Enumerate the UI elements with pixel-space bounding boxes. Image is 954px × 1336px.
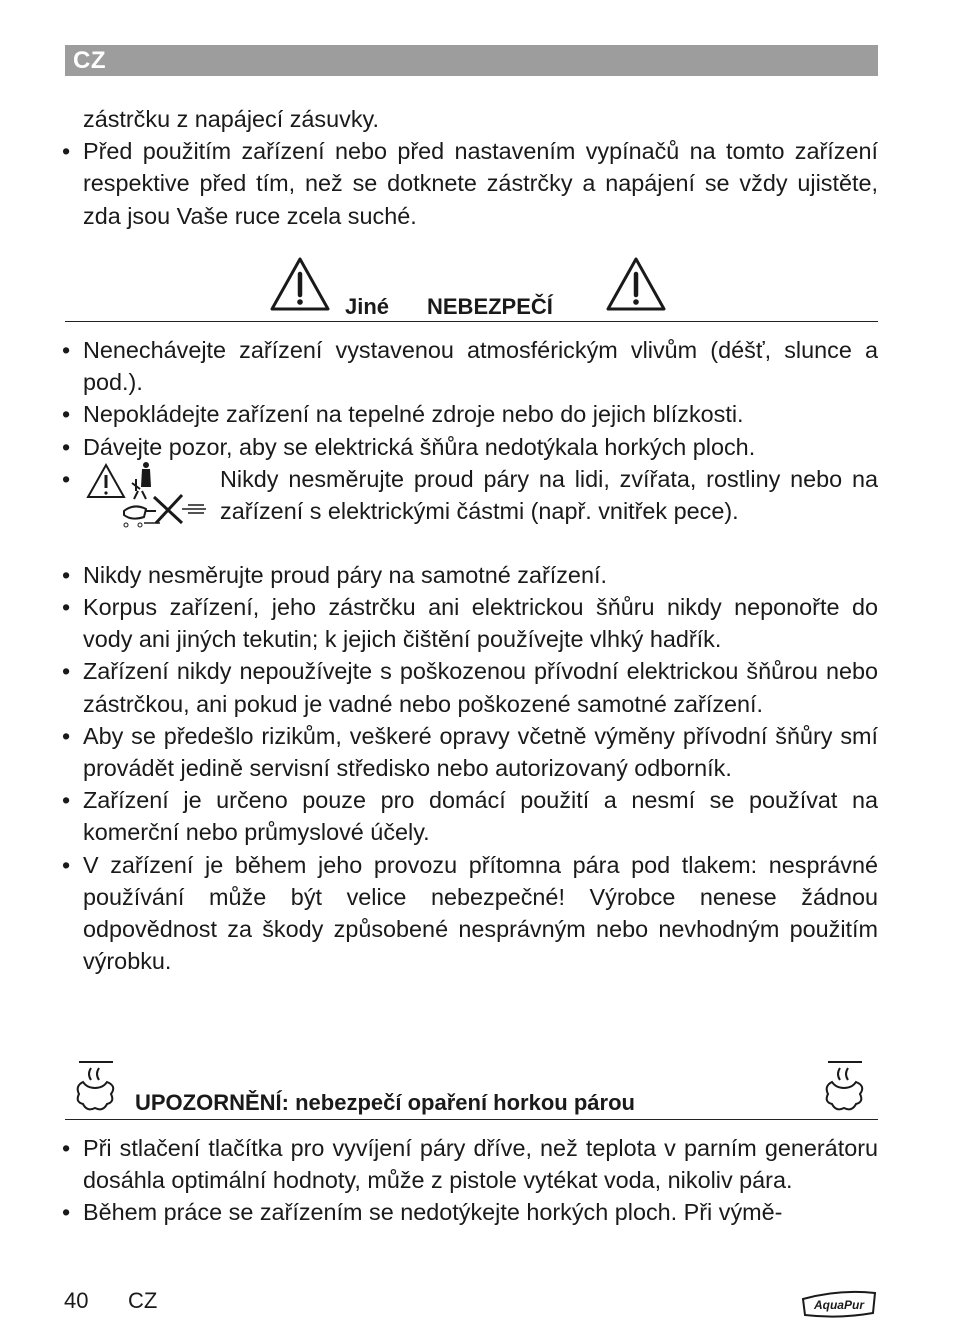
- warning-triangle-icon: [605, 256, 667, 312]
- list-item-with-pictogram: • Nikdy nesměrujte proud páry na lidi, zvířata, rostliny nebo na zařízení s elektrickými částmi (např. vnitřek pece).: [62, 463, 878, 559]
- steam-hand-icon: [73, 1060, 119, 1114]
- danger-title-part1: Jiné: [345, 294, 390, 319]
- list-item: • Nikdy nesměrujte proud páry na samotné zařízení.: [62, 561, 607, 588]
- intro-section: [62, 103, 878, 232]
- list-item: • Nenechávejte zařízení vystavenou atmosférickým vlivům (déšť, slunce a pod.).: [62, 337, 878, 396]
- steam-hand-icon: [822, 1060, 868, 1114]
- danger-list: [62, 334, 878, 977]
- list-item: • Během práce se zařízením se nedotýkejte horkých ploch. Při výmě-: [62, 1199, 783, 1226]
- list-item: • Před použitím zařízení nebo před nastavením vypínačů na tomto zařízení respektive před tím, než se dotknete zástrčky a napájení se vždy ujistěte, zda jsou Vaše ruce zcela suché.: [62, 138, 878, 229]
- list-item: • Korpus zařízení, jeho zástrčku ani elektrickou šňůru nikdy neponořte do vody ani jiných tekutin; k jejich čištění používejte vlhký hadřík.: [62, 594, 878, 653]
- footer-language: CZ: [128, 1288, 158, 1313]
- caution-heading: [65, 1058, 878, 1120]
- list-item: • Aby se předešlo rizikům, veškeré opravy včetně výměny přívodní šňůry smí provádět jedině servisní středisko nebo autorizovaný odborník.: [62, 722, 878, 782]
- list-item: • Zařízení je určeno pouze pro domácí použití a nesmí se používat na komerční nebo průmyslové účely.: [62, 787, 878, 846]
- no-steam-pictogram-icon: [84, 457, 208, 529]
- language-label: CZ: [73, 47, 106, 74]
- aquapur-logo: [799, 1287, 879, 1321]
- list-item: • Dávejte pozor, aby se elektrická šňůra nedotýkala horkých ploch.: [62, 433, 756, 460]
- list-item: • Při stlačení tlačítka pro vyvíjení páry dříve, než teplota v parním generátoru dosáhla optimální hodnoty, může z pistole vytékat voda, nikoliv pára.: [62, 1135, 878, 1194]
- warning-triangle-icon: [269, 256, 331, 312]
- intro-continuation: zástrčku z napájecí zásuvky.: [83, 106, 379, 132]
- list-item: • V zařízení je během jeho provozu přítomna pára pod tlakem: nesprávné používání může být velice nebezpečné! Výrobce nenese žádnou odpovědnost za škody způsobené nesprávným nebo nevhodným použitím výrobku.: [62, 851, 878, 975]
- svg-text:AquaPur: AquaPur: [813, 1298, 865, 1312]
- danger-heading: [65, 256, 878, 322]
- list-item: • Zařízení nikdy nepoužívejte s poškozenou přívodní elektrickou šňůrou nebo zástrčkou, ani pokud je vadné nebo poškozené samotné zařízení.: [62, 658, 878, 717]
- caution-list: [62, 1132, 878, 1229]
- list-item: • Nepokládejte zařízení na tepelné zdroje nebo do jejich blízkosti.: [62, 401, 744, 428]
- danger-title-part2: NEBEZPEČÍ: [427, 294, 553, 319]
- language-header-bar: [65, 45, 878, 76]
- caution-title: UPOZORNĚNÍ: nebezpečí opaření horkou párou: [135, 1090, 635, 1115]
- page-number: 40: [64, 1288, 89, 1313]
